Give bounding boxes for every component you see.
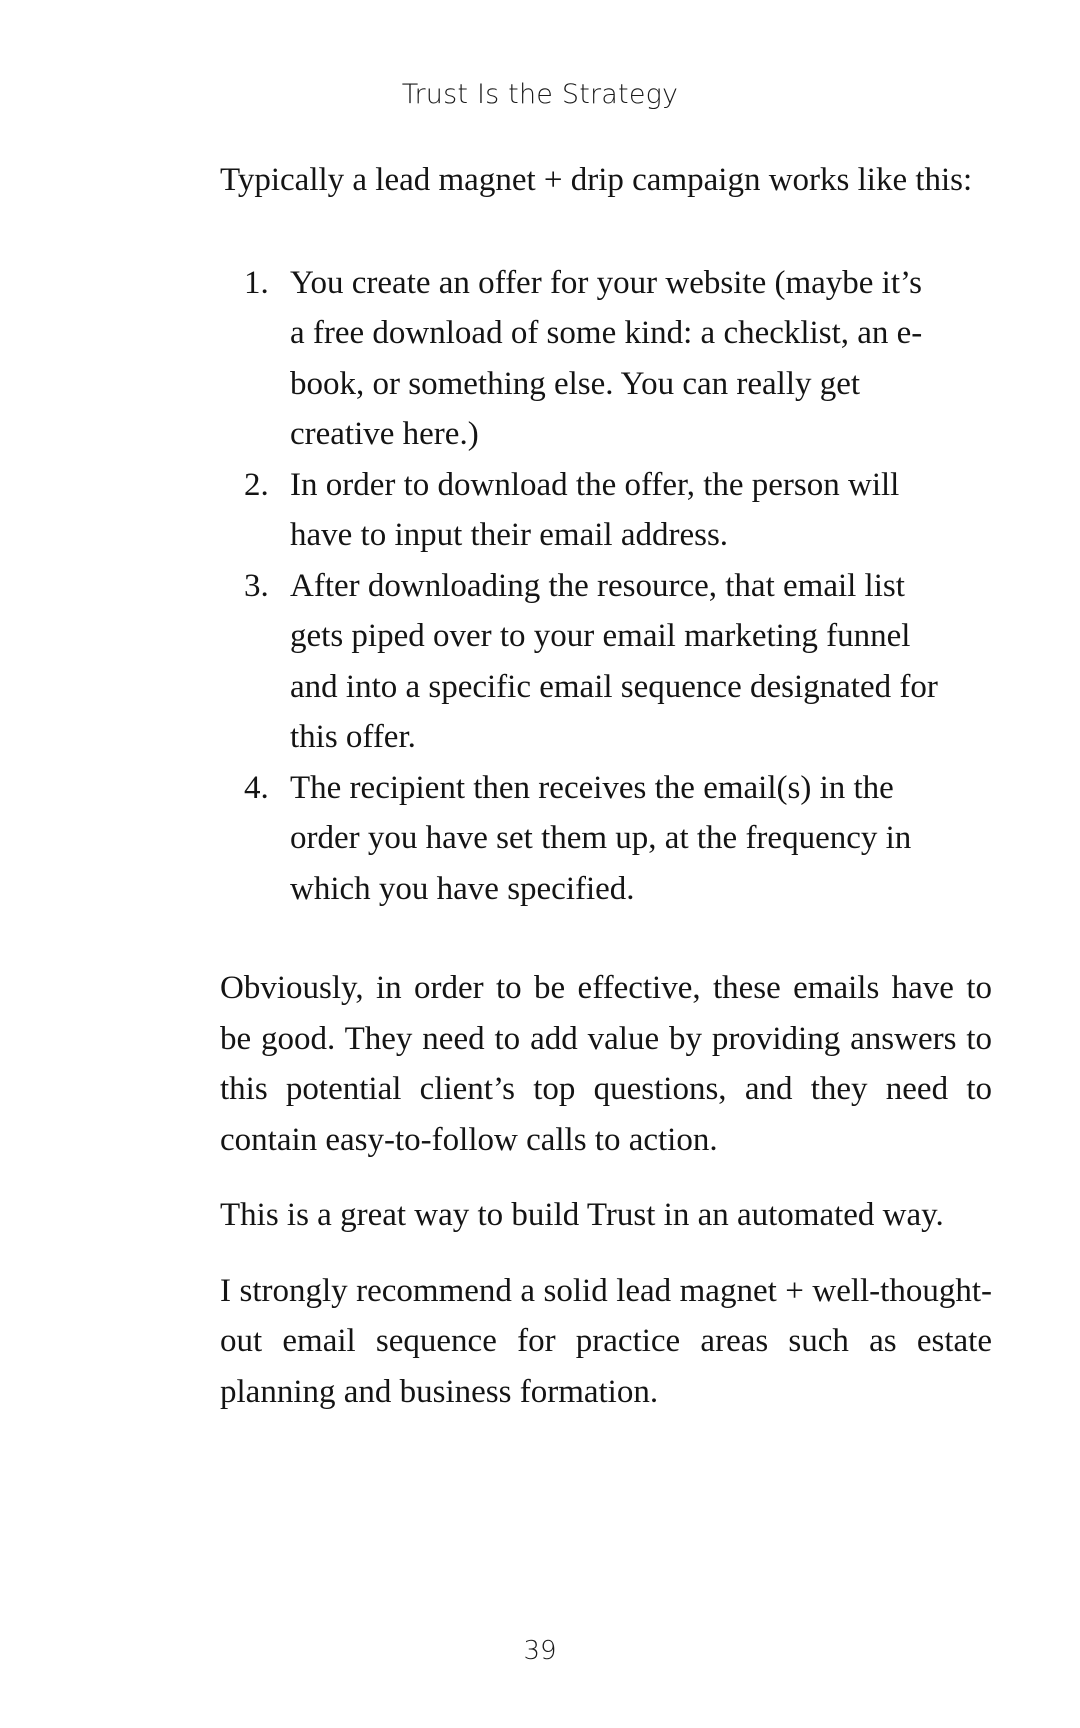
list-item-number: 2. xyxy=(244,466,269,503)
list-item-text: After downloading the resource, that email list gets piped over to your email marketing funnel and into a specific email sequence designated for this offer. xyxy=(290,567,938,755)
list-item-text: The recipient then receives the email(s) in the order you have set them up, at the frequency in which you have specified. xyxy=(290,769,912,907)
list-item-number: 4. xyxy=(244,769,269,806)
page-body xyxy=(220,155,992,1417)
list-item-text: You create an offer for your website (maybe it’s a free download of some kind: a checklist, an e-book, or something else. You can really get creative here.) xyxy=(290,264,923,452)
list-item-number: 3. xyxy=(244,567,269,604)
intro-paragraph: Typically a lead magnet + drip campaign works like this: xyxy=(220,162,973,198)
page-number: 39 xyxy=(523,1636,557,1666)
list-item xyxy=(220,763,943,915)
list-item xyxy=(220,258,943,460)
list-item xyxy=(220,561,943,763)
running-head: Trust Is the Strategy xyxy=(401,79,679,110)
steps-list xyxy=(220,258,992,915)
list-item-number: 1. xyxy=(244,264,269,301)
list-item-text: In order to download the offer, the person will have to input their email address. xyxy=(290,466,900,553)
list-item xyxy=(220,460,943,561)
body-paragraph-build-trust: This is a great way to build Trust in an automated way. xyxy=(220,1197,944,1233)
body-paragraph-recommendation: I strongly recommend a solid lead magnet + well-thought-out email sequence for practice areas such as estate planning and business formation. xyxy=(220,1272,992,1410)
body-paragraph-effective-emails: Obviously, in order to be effective, these emails have to be good. They need to add value by providing answers to this potential client’s top questions, and they need to contain easy-to-follow calls to action. xyxy=(220,970,992,1158)
